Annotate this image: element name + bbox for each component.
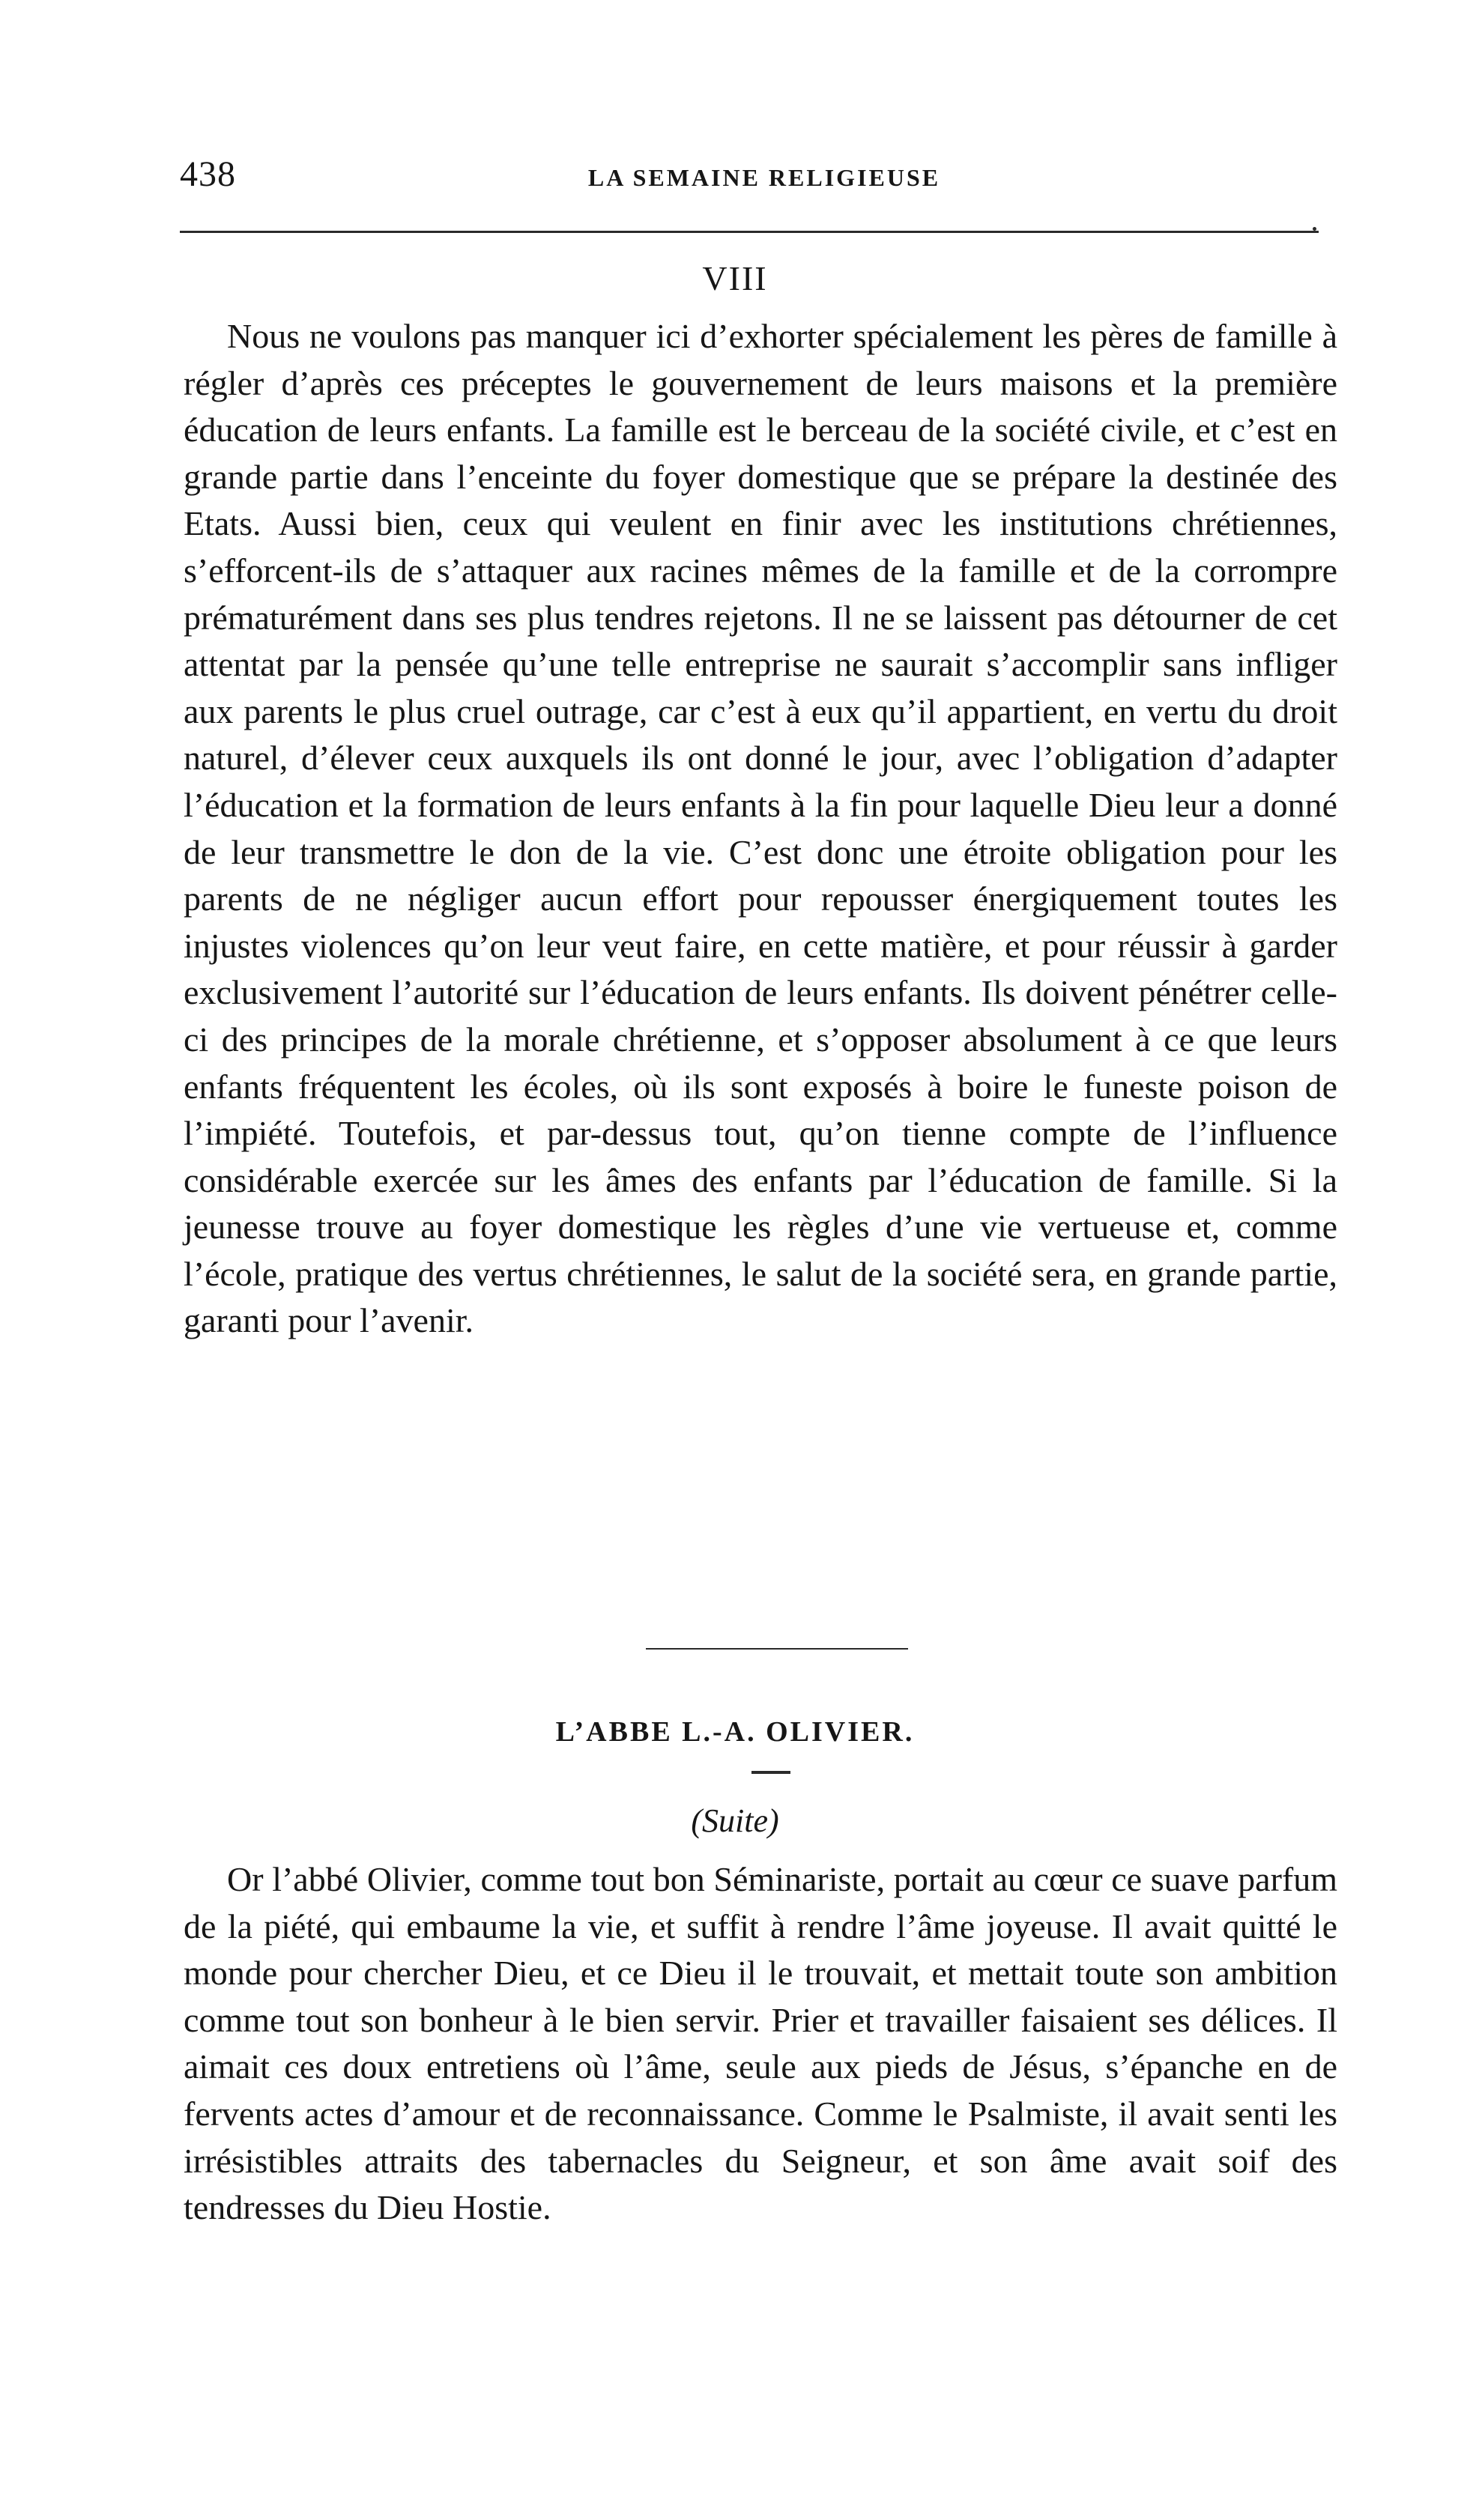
running-head: LA SEMAINE RELIGIEUSE (587, 164, 941, 191)
article-body (184, 1856, 1337, 2232)
page-number: 438 (180, 154, 236, 194)
section-divider (646, 1648, 908, 1650)
section-paragraph: Nous ne voulons pas manquer ici d’exhorter spécialement les pères de famille à régler d’après ces préceptes le gouvernement de leurs maisons et la première éducation de leurs enfants. La famille est le berceau de la société civile, et c’est en grande partie dans l’enceinte du foyer domestique que se prépare la destinée des Etats. Aussi bien, ceux qui veulent en finir avec les institutions chrétiennes, s’efforcent-ils de s’attaquer aux racines mêmes de la famille et de la corrompre prématurément dans ses plus tendres rejetons. Il ne se laissent pas détourner de cet attentat par la pensée qu’une telle entreprise ne saurait s’accomplir sans infliger aux parents le plus cruel outrage, car c’est à eux qu’il appartient, en vertu du droit naturel, d’élever ceux auxquels ils ont donné le jour, avec l’obligation d’adapter l’éducation et la formation de leurs enfants à la fin pour laquelle Dieu leur a donné de leur transmettre le don de la vie. C’est donc une étroite obligation pour les parents de ne négliger aucun effort pour repousser énergiquement toutes les injustes violences qu’on leur veut faire, en cette matière, et pour réussir à garder exclusivement l’autorité sur l’éducation de leurs enfants. Ils doivent pénétrer celle-ci des principes de la morale chrétienne, et s’opposer absolument à ce que leurs enfants fréquentent les écoles, où ils sont exposés à boire le funeste poison de l’impiété. Toutefois, et par-dessus tout, qu’on tienne compte de l’influence considérable exercée sur les âmes des enfants par l’éducation de famille. Si la jeunesse trouve au foyer domestique les règles d’une vie vertueuse et, comme l’école, pratique des vertus chrétiennes, le salut de la société sera, en grande partie, garanti pour l’avenir. (184, 317, 1337, 1340)
rule-dot (1313, 227, 1316, 231)
page-header (180, 154, 1349, 206)
article-paragraph: Or l’abbé Olivier, comme tout bon Séminariste, portait au cœur ce suave parfum de la piété, qui embaume la vie, et suffit à rendre l’âme joyeuse. Il avait quitté le monde pour chercher Dieu, et ce Dieu il le trouvait, et mettait toute son ambition comme tout son bonheur à le bien servir. Prier et travailler faisaient ses délices. Il aimait ces doux entretiens où l’âme, seule aux pieds de Jésus, s’épanche en de fervents actes d’amour et de reconnaissance. Comme le Psalmiste, il avait senti les irrésistibles attraits des tabernacles du Seigneur, et son âme avait soif des tendresses du Dieu Hostie. (184, 1860, 1337, 2227)
header-rule (180, 231, 1319, 233)
section-heading: VIII (702, 259, 768, 297)
article-title: L’ABBE L.-A. OLIVIER. (555, 1716, 915, 1748)
section-body (184, 313, 1337, 1345)
continuation-label: (Suite) (691, 1802, 779, 1839)
title-dash (751, 1771, 790, 1774)
